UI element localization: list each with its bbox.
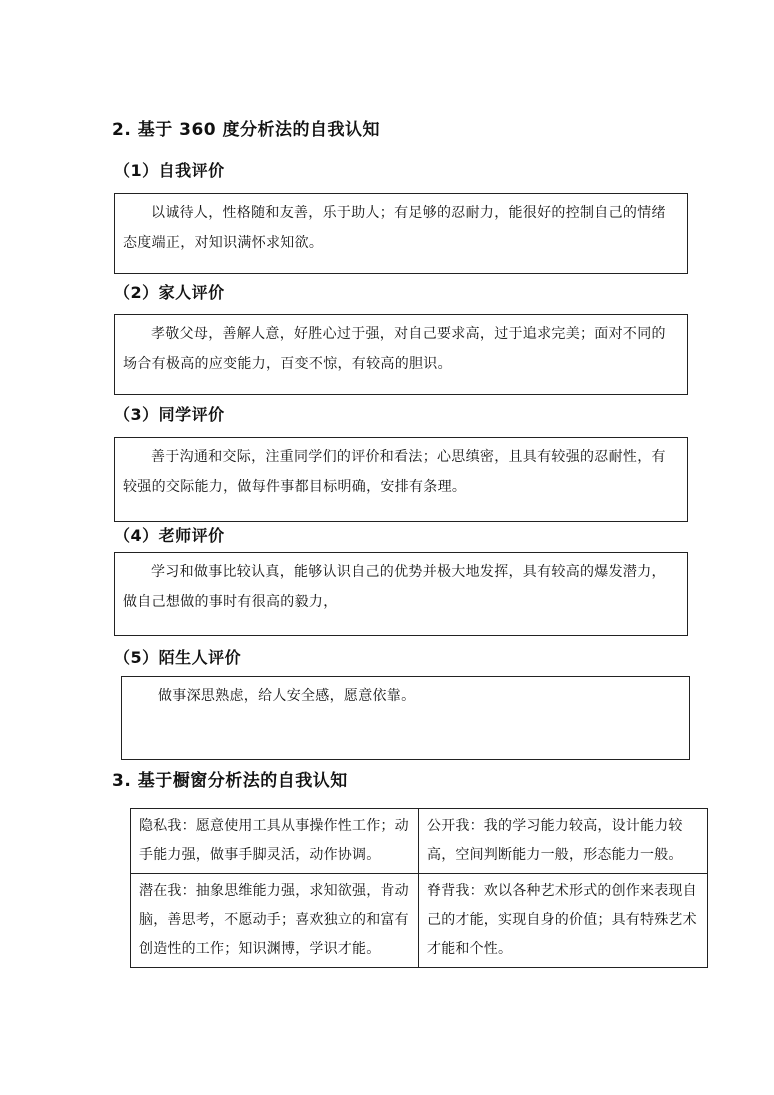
classmate-evaluation-box: [114, 437, 688, 522]
classmate-evaluation-label: （3）同学评价: [114, 405, 225, 424]
teacher-evaluation-text: 学习和做事比较认真，能够认识自己的优势并极大地发挥，具有较高的爆发潜力，做自己想做的事时有很高的毅力，: [123, 564, 666, 610]
stranger-evaluation-label: （5）陌生人评价: [114, 648, 242, 667]
family-evaluation-text: 孝敬父母，善解人意，好胜心过于强，对自己要求高，过于追求完美；面对不同的场合有极高的应变能力，百变不惊，有较高的胆识。: [123, 326, 666, 372]
family-evaluation-label: （2）家人评价: [114, 283, 225, 302]
classmate-evaluation-text: 善于沟通和交际，注重同学们的评价和看法；心思缜密，且具有较强的忍耐性，有较强的交际能力，做每件事都目标明确，安排有条理。: [123, 449, 666, 495]
stranger-evaluation-text: 做事深思熟虑，给人安全感，愿意依靠。: [158, 688, 416, 704]
section-2-heading: 2. 基于 360 度分析法的自我认知: [112, 120, 381, 140]
private-self-cell: 隐私我：愿意使用工具从事操作性工作；动手能力强，做事手脚灵活，动作协调。: [131, 809, 419, 874]
stranger-evaluation-box: [121, 676, 690, 760]
self-evaluation-label: （1）自我评价: [114, 161, 225, 180]
public-self-cell: 公开我：我的学习能力较高，设计能力较高，空间判断能力一般，形态能力一般。: [419, 809, 708, 874]
table-row: [131, 874, 708, 968]
section-3-heading: 3. 基于橱窗分析法的自我认知: [112, 771, 348, 791]
potential-self-cell: 潜在我：抽象思维能力强，求知欲强，肯动脑，善思考，不愿动手；喜欢独立的和富有创造性的工作；知识渊博，学识才能。: [131, 874, 419, 968]
johari-window-table: [130, 808, 708, 968]
family-evaluation-box: [114, 314, 688, 395]
self-evaluation-box: [114, 193, 688, 274]
teacher-evaluation-label: （4）老师评价: [114, 526, 225, 545]
self-evaluation-text: 以诚待人，性格随和友善，乐于助人；有足够的忍耐力，能很好的控制自己的情绪态度端正，对知识满怀求知欲。: [123, 205, 666, 251]
table-row: [131, 809, 708, 874]
back-self-cell: 脊背我：欢以各种艺术形式的创作来表现自己的才能，实现自身的价值；具有特殊艺术才能和个性。: [419, 874, 708, 968]
teacher-evaluation-box: [114, 552, 688, 636]
